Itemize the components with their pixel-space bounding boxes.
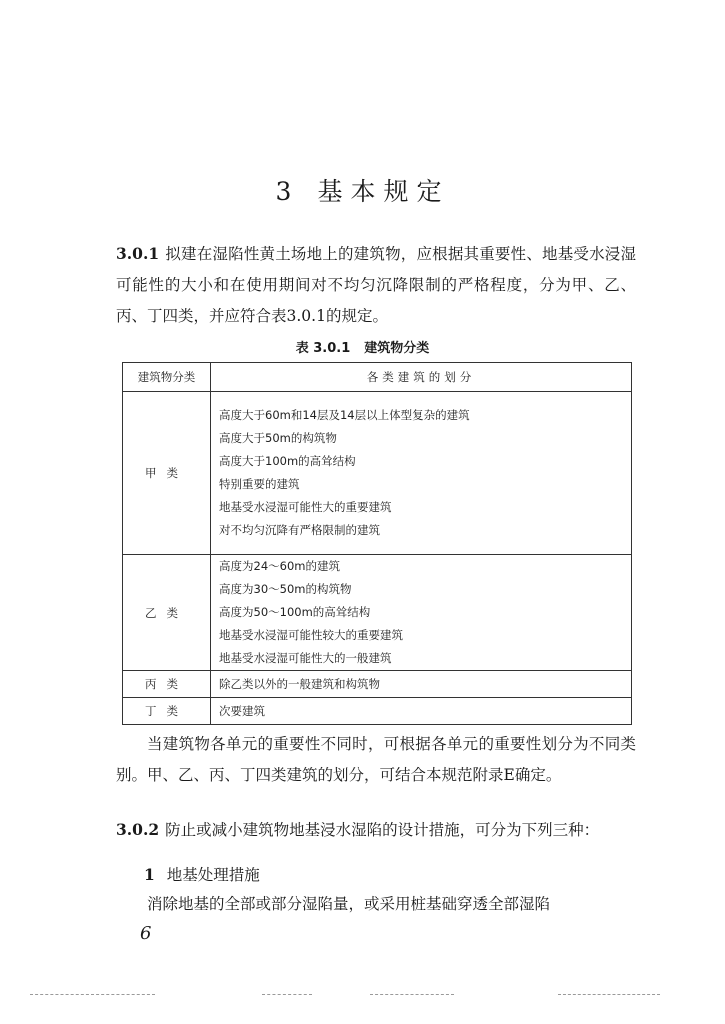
description-item: 高度为50～100m的高耸结构 bbox=[219, 605, 371, 619]
description-item: 高度为24～60m的建筑 bbox=[219, 559, 340, 573]
description-cell bbox=[211, 671, 632, 698]
description-cell bbox=[211, 392, 632, 555]
clause-number: 3.0.2 bbox=[116, 820, 160, 839]
chapter-number: 3 bbox=[275, 177, 300, 206]
table-caption bbox=[0, 337, 725, 356]
measure-index: 1 bbox=[144, 865, 155, 884]
description-item: 高度为30～50m的构筑物 bbox=[219, 582, 352, 596]
measure-title: 地基处理措施 bbox=[166, 866, 260, 884]
chapter-title bbox=[0, 172, 725, 208]
page-number: 6 bbox=[140, 923, 152, 944]
clause-text: 拟建在湿陷性黄土场地上的建筑物，应根据其重要性、地基受水浸湿可能性的大小和在使用期间对不均匀沉降限制的严格程度，分为甲、乙、丙、丁四类，并应符合表3.0.1的规定。 bbox=[116, 245, 636, 325]
after-table-paragraph: 当建筑物各单元的重要性不同时，可根据各单元的重要性划分为不同类别。甲、乙、丙、丁四类建筑的划分，可结合本规范附录E确定。 bbox=[116, 735, 636, 784]
category-cell: 丙类 bbox=[123, 671, 211, 698]
description-cell bbox=[211, 698, 632, 725]
measure-1-paragraph: 消除地基的全部或部分湿陷量，或采用桩基础穿透全部湿陷 bbox=[147, 895, 551, 913]
scan-artifact-line bbox=[370, 994, 454, 995]
table-caption-number: 表 3.0.1 bbox=[295, 341, 351, 356]
description-cell bbox=[211, 555, 632, 671]
table-caption-title: 建筑物分类 bbox=[364, 341, 430, 356]
clause-3-0-2 bbox=[116, 814, 636, 846]
table-header-row bbox=[123, 363, 632, 392]
description-item: 地基受水浸湿可能性大的重要建筑 bbox=[219, 500, 392, 514]
description-item: 除乙类以外的一般建筑和构筑物 bbox=[219, 676, 380, 691]
table-row bbox=[123, 698, 632, 725]
clause-number: 3.0.1 bbox=[116, 244, 160, 263]
scan-artifact-line bbox=[558, 994, 660, 995]
description-item: 高度大于100m的高耸结构 bbox=[219, 454, 356, 468]
chapter-title-text: 基本规定 bbox=[317, 177, 450, 206]
table-row bbox=[123, 555, 632, 671]
description-item: 对不均匀沉降有严格限制的建筑 bbox=[219, 523, 380, 537]
building-classification-table bbox=[122, 362, 632, 725]
header-description: 各类建筑的划分 bbox=[211, 363, 632, 392]
clause-text: 防止或减小建筑物地基浸水湿陷的设计措施，可分为下列三种： bbox=[165, 821, 600, 839]
scan-artifact-line bbox=[30, 994, 155, 995]
clause-3-0-1 bbox=[116, 238, 636, 332]
description-item: 高度大于60m和14层及14层以上体型复杂的建筑 bbox=[219, 408, 470, 422]
category-cell: 丁类 bbox=[123, 698, 211, 725]
scan-artifact-line bbox=[262, 994, 312, 995]
description-item: 次要建筑 bbox=[219, 703, 265, 718]
description-item: 高度大于50m的构筑物 bbox=[219, 431, 337, 445]
description-item: 地基受水浸湿可能性较大的重要建筑 bbox=[219, 628, 403, 642]
category-cell: 乙类 bbox=[123, 555, 211, 671]
table-row bbox=[123, 392, 632, 555]
table-row bbox=[123, 671, 632, 698]
description-item: 地基受水浸湿可能性大的一般建筑 bbox=[219, 651, 392, 665]
category-cell: 甲类 bbox=[123, 392, 211, 555]
description-item: 特别重要的建筑 bbox=[219, 477, 300, 491]
header-category: 建筑物分类 bbox=[123, 363, 211, 392]
measure-1-heading bbox=[144, 859, 260, 891]
